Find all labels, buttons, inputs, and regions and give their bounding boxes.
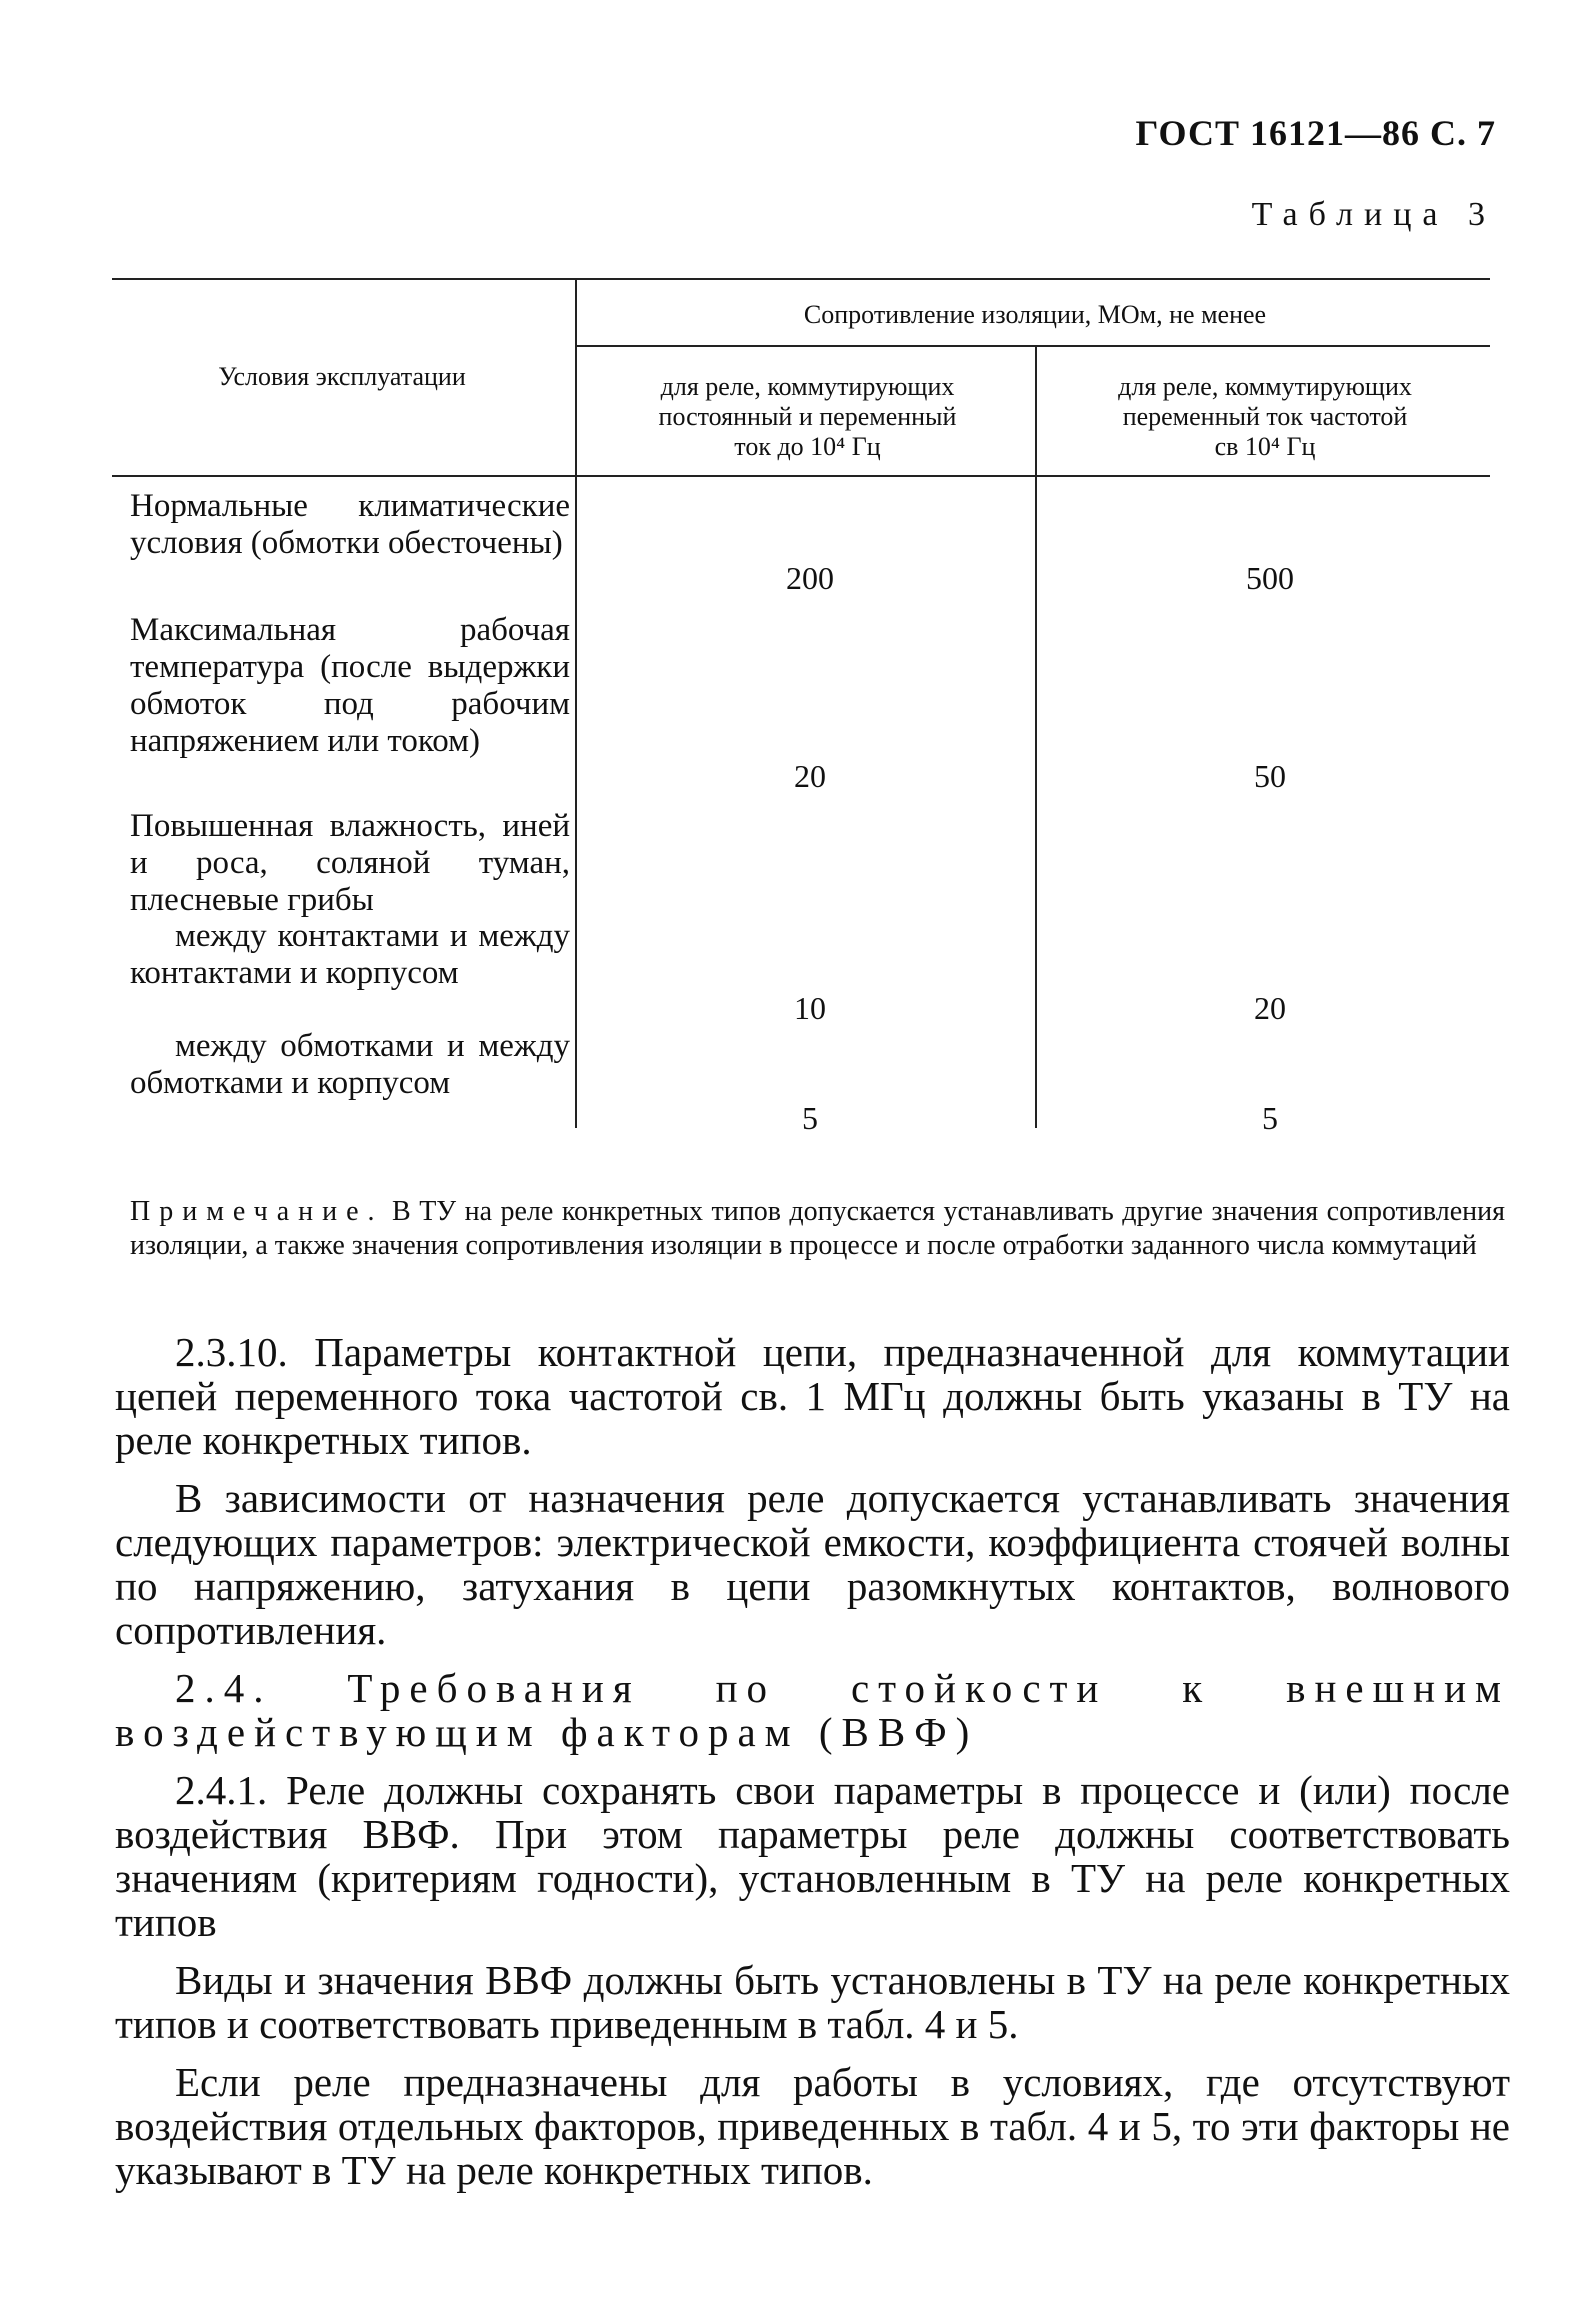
- note-text: В ТУ на реле конкретных типов допускается устанавливать другие значения сопротивления изоляции, а также значения сопротивления изоляции в процессе и после отработки заданного числа коммутаций: [130, 1196, 1506, 1261]
- header-col-dc-line1: для реле, коммутирующих: [660, 372, 955, 401]
- page-header: ГОСТ 16121—86 С. 7: [1135, 113, 1496, 153]
- header-col-hf: [1040, 372, 1490, 462]
- row-condition-normal: Нормальные климатические условия (обмотки обесточены): [130, 488, 570, 561]
- row-value-contacts-hf: 20: [1254, 990, 1286, 1026]
- row-condition-between-windings: между обмотками и между обмотками и корпусом: [130, 1028, 570, 1101]
- header-col-dc-line2: постоянный и переменный: [658, 402, 957, 431]
- row-value-normal-hf: 500: [1246, 560, 1294, 596]
- header-col-hf-line3: св 10⁴ Гц: [1214, 432, 1316, 461]
- row-condition-humidity: Повышенная влажность, иней и роса, соляной туман, плесневые грибы: [130, 808, 570, 918]
- section-heading-2-4: 2.4. Требования по стойкости к внешним воздействующим факторам (ВВФ): [115, 1665, 1510, 1755]
- row-value-normal-dc: 200: [786, 560, 834, 596]
- header-conditions: Условия эксплуатации: [218, 362, 466, 391]
- paragraph-2-3-10: 2.3.10. Параметры контактной цепи, предназначенной для коммутации цепей переменного тока частотой св. 1 МГц должны быть указаны в ТУ на реле конкретных типов.: [115, 1329, 1510, 1463]
- header-col-dc-line3: ток до 10⁴ Гц: [734, 432, 881, 461]
- table-top-rule: [112, 278, 1490, 280]
- header-col-hf-line2: переменный ток частотой: [1122, 402, 1408, 431]
- header-col-hf-line1: для реле, коммутирующих: [1118, 372, 1412, 401]
- table-subhead-rule: [575, 345, 1490, 347]
- table-head-bottom-rule: [112, 475, 1490, 477]
- row-value-windings-hf: 5: [1262, 1100, 1278, 1136]
- header-resistance: Сопротивление изоляции, МОм, не менее: [803, 300, 1267, 329]
- paragraph-2-4-1: 2.4.1. Реле должны сохранять свои параметры в процессе и (или) после воздействия ВВФ. При этом параметры реле должны соответствовать значениям (критериям годности), установленным в ТУ на реле конкретных типов: [115, 1767, 1510, 1945]
- paragraph-parameters: В зависимости от назначения реле допускается устанавливать значения следующих параметров: электрической емкости, коэффициента стоячей волны по напряжению, затухания в цепи разомкнутых контактов, волнового сопротивления.: [115, 1475, 1510, 1653]
- table-caption: Таблица 3: [1251, 196, 1496, 233]
- paragraph-vvf-types: Виды и значения ВВФ должны быть установлены в ТУ на реле конкретных типов и соответствовать приведенным в табл. 4 и 5.: [115, 1957, 1510, 2047]
- row-condition-between-contacts: между контактами и между контактами и корпусом: [130, 918, 570, 991]
- row-value-windings-dc: 5: [802, 1100, 818, 1136]
- row-condition-max-temp: Максимальная рабочая температура (после выдержки обмоток под рабочим напряжением или током): [130, 612, 570, 759]
- table-col-divider-1: [575, 278, 577, 1128]
- body-text: [115, 1330, 1510, 2206]
- note-label: Примечание.: [130, 1196, 384, 1227]
- header-col-dc: [585, 372, 1030, 462]
- table-note: [130, 1195, 1505, 1263]
- row-value-max-temp-dc: 20: [794, 758, 826, 794]
- row-value-max-temp-hf: 50: [1254, 758, 1286, 794]
- paragraph-vvf-absent: Если реле предназначены для работы в условиях, где отсутствуют воздействия отдельных факторов, приведенных в табл. 4 и 5, то эти факторы не указывают в ТУ на реле конкретных типов.: [115, 2059, 1510, 2193]
- row-value-contacts-dc: 10: [794, 990, 826, 1026]
- table-col-divider-2: [1035, 345, 1037, 1128]
